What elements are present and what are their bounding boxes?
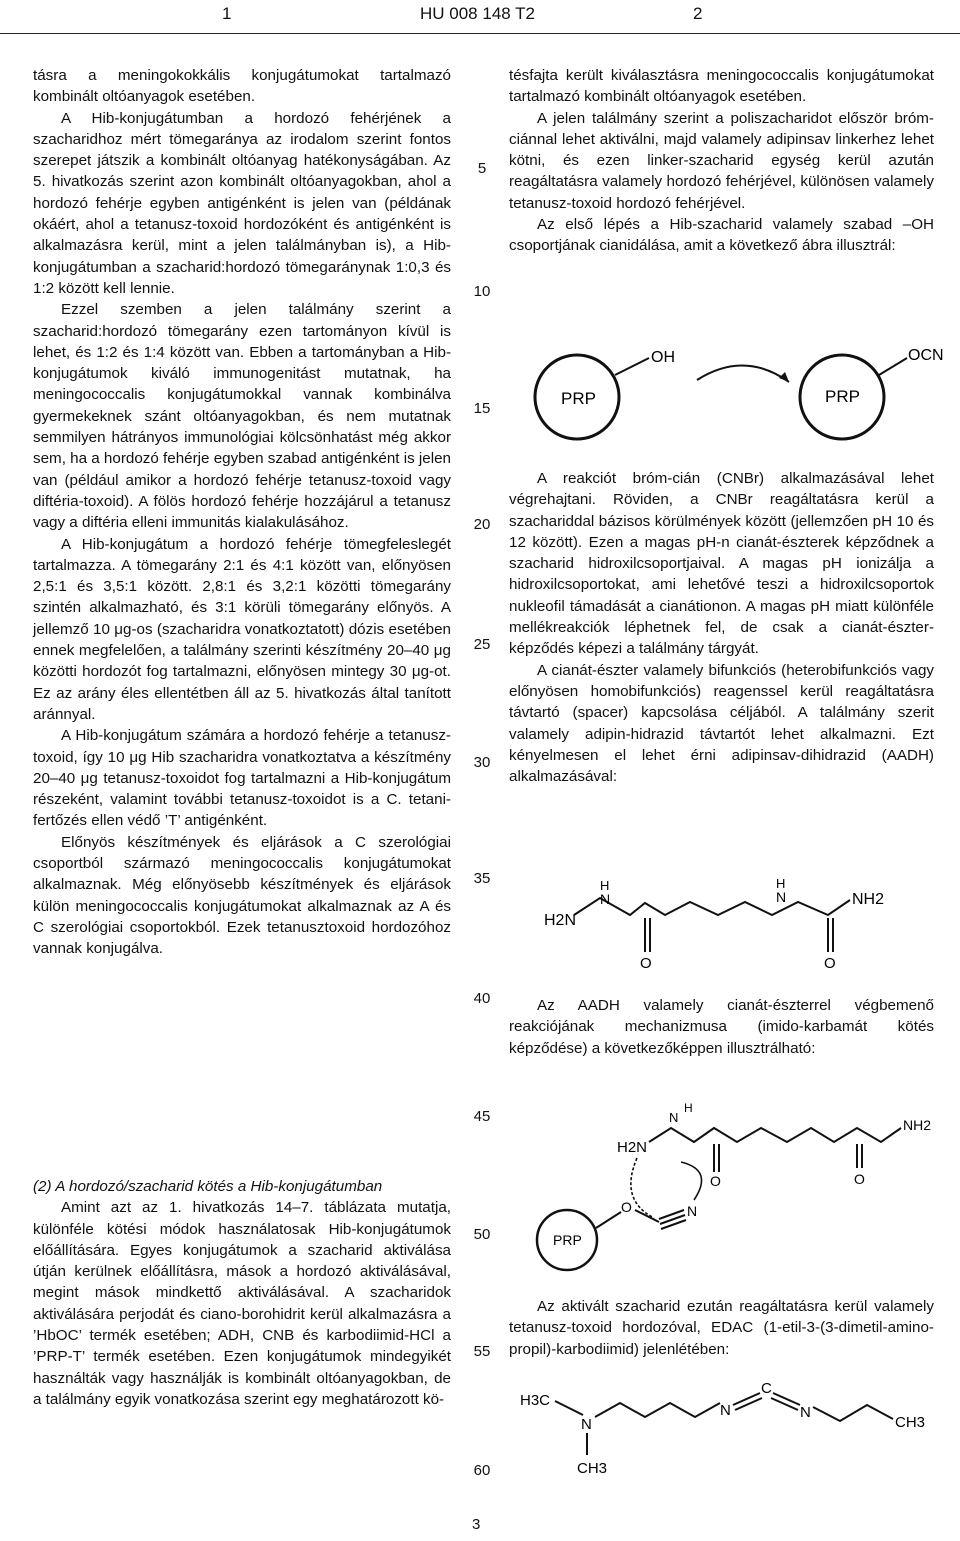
header-column-right-number: 2: [693, 4, 703, 23]
right-column-bottom: [509, 1296, 934, 1360]
line-number: 25: [473, 636, 491, 653]
right-column-top: [509, 65, 934, 257]
paragraph: A jelen találmány szerint a poliszacharidot először bróm-ciánnal lehet aktiválni, majd valamely adipinsav linkerhez lehet kötni, és ezen linker-szacharid egység kerül azután reagáltatásra valamely hordozó fehérjével, különösen valamely tetanusz-toxoid hordozó fehérjével.: [509, 109, 934, 212]
paragraph: A Hib-konjugátum számára a hordozó fehérje a tetanusz-toxoid, így 10 μg Hib szacharidra vonatkoztatva a készítmény 20–40 μg tetanusz-toxoidot fog tartalmazni a Hib-konjugátum részeként, valamint további tetanusz-toxoidot is a C. tetani-fertőzés ellen védő ’T’ antigénként.: [33, 727, 451, 830]
line-number: 10: [473, 283, 491, 300]
edac-chain: [595, 1403, 720, 1417]
arrowhead: [779, 372, 789, 382]
paragraph: A cianát-észter valamely bifunkciós (heterobifunkciós vagy előnyösen homobifunkciós) reagenssel kerül reagáltatásra távtartó (spacer) kapcsolása céljából. A találmány szerit valamely adipin-hidrazid távtartót lehet alkalmazni. Ezt kényelmesen el lehet érni adipinsav-dihidrazid (AADH) alkalmazásával:: [509, 661, 934, 786]
h-label: H: [600, 878, 610, 893]
electron-arrow-2: [681, 1162, 702, 1200]
edac-h3c-label: H3C: [520, 1392, 551, 1409]
reaction-arrow: [697, 365, 789, 382]
left-section: [33, 1176, 451, 1410]
bond-line: [733, 1393, 760, 1405]
paragraph: Az AADH valamely cianát-észterrel végbemenő reakciójának mechanizmusa (imido-karbamát kötés képződése) a következőképpen illusztrálható:: [509, 997, 934, 1057]
line-number: 60: [473, 1462, 491, 1479]
mech-prp-label: PRP: [553, 1232, 582, 1248]
edac-ethyl: [813, 1405, 893, 1421]
edac-n2-label: N: [720, 1402, 731, 1419]
paragraph: Az első lépés a Hib-szacharid valamely szabad –OH csoportjának cianidálása, amit a következő ábra illusztrál:: [509, 216, 934, 255]
oh-label: OH: [651, 349, 675, 366]
cyanylation-scheme: [509, 340, 949, 450]
mechanism-scheme: [509, 1100, 949, 1275]
mech-chain: [649, 1128, 901, 1142]
paragraph: tásra a meningokokkális konjugátumokat tartalmazó kombinált oltóanyagok esetében.: [33, 67, 451, 106]
electron-arrow: [631, 1158, 654, 1218]
line-number: 30: [473, 754, 491, 771]
prp-label-left: PRP: [561, 389, 596, 408]
edac-ch3-label-a: CH3: [577, 1460, 608, 1477]
n-label: N: [600, 891, 611, 907]
edac-structure: [515, 1375, 935, 1485]
left-column: [33, 65, 451, 959]
bond-line: [596, 1212, 621, 1228]
edac-c-label: C: [761, 1380, 772, 1397]
edac-ch3-label-b: CH3: [895, 1414, 926, 1431]
header-column-left-number: 1: [222, 4, 232, 23]
line-number: 45: [473, 1108, 491, 1125]
paragraph: A reakciót bróm-cián (CNBr) alkalmazásával lehet végrehajtani. Röviden, a CNBr reagáltatásra kerül a szachariddal bázisos körülmények között (jellemzően pH 10 és 12 között). Ezen a magas pH-n cianát-észterek képződnek a szacharid hidroxilcsoportjaival. A magas pH ionizálja a hidroxilcsoportokat, ami lehetővé teszi a hidroxilcsoportok nukleofil támadását a cianátionon. A magas pH miatt különféle mellékreakciók léphetnek fel, de csak a cianát-észter-képződés képezi a találmány tárgyát.: [509, 470, 934, 658]
line-number: 50: [473, 1226, 491, 1243]
header-rule: [0, 33, 960, 34]
mech-n-label-2: N: [687, 1203, 698, 1219]
right-column-middle-2: [509, 995, 934, 1059]
prp-label-right: PRP: [825, 387, 860, 406]
line-number: 55: [473, 1343, 491, 1360]
bond-line: [773, 1393, 800, 1405]
paragraph: Az aktivált szacharid ezután reagáltatásra kerül valamely tetanusz-toxoid hordozóval, EDAC (1-etil-3-(3-dimetil-amino-propil)-karbodiimid) jelenlétében:: [509, 1298, 934, 1358]
line-number: 35: [473, 870, 491, 887]
bond-line: [615, 358, 649, 375]
mech-o-label-3: O: [621, 1199, 632, 1215]
h2n-label: H2N: [544, 912, 577, 929]
mech-nh2-label: NH2: [903, 1117, 932, 1133]
mech-o-label-2: O: [854, 1171, 865, 1187]
paragraph: Ezzel szemben a jelen találmány szerint a szacharid:hordozó tömegarány ezen tartományon kívül is lehet, és 1:2 és 1:4 között van. Ebben a tartományban a Hib-konjugátumok kiváló immunogenitást mutatnak, ha meningococcalis konjugátumokkal vannak kombinálva gyermekeknek szánt oltóanyagokban, és nem mutatnak semmilyen hátrányos immunológiai kölcsönhatást még akkor sem, ha a hordozó fehérje egyben szabad antigénként is jelen van (például amikor a hordozó fehérje tetanusz-toxoid vagy diftéria-toxoid). A fölös hordozó fehérje hozzájárul a tetanusz vagy a diftéria elleni immunitás kialakulásához.: [33, 301, 451, 532]
line-number: 15: [473, 400, 491, 417]
paragraph: Amint azt az 1. hivatkozás 14–7. táblázata mutatja, különféle kötési módok használatosak Hib-konjugátumok előállítására. Egyes konjugátumok a szacharid aktiválása útján kerülnek előállításra, mások a hordozó aktiválásával, megint mások mindkettő aktiválásával. A szacharidok aktiválására perjodát és ciano-borohidrit kerül alkalmazásra a ’HbOC’ termék esetében; ADH, CNB és karbodiimid-HCl a ’PRP-T’ termék esetében. Ezen konjugátumok mindegyikét használták vagy használják is kombinált oltóanyagokban, de a találmány egyik vonatkozása szerint egy meghatározott kö-: [33, 1199, 451, 1408]
bond-line: [635, 1210, 659, 1222]
mech-h2n-label: H2N: [617, 1139, 648, 1156]
header-patent-number: HU 008 148 T2: [420, 4, 535, 23]
aadh-structure: [540, 870, 940, 970]
mech-h-label: H: [684, 1101, 693, 1115]
mech-o-label-1: O: [710, 1173, 721, 1189]
o-label-2: O: [824, 955, 836, 970]
edac-n1-label: N: [581, 1416, 592, 1433]
page-number: 3: [472, 1516, 481, 1533]
line-number: 20: [473, 516, 491, 533]
bond-line: [555, 1401, 583, 1415]
paragraph: Előnyös készítmények és eljárások a C szerológiai csoportból származó meningococcalis konjugátumokat alkalmaznak. Még előnyösebb készítmények és eljárások külön meningococcalis konjugátumokat alkalmaznak az A és C szerológiai csoportokból. Ezek tetanusztoxoid hordozóhoz vannak konjugálva.: [33, 833, 451, 958]
bond-line: [879, 358, 907, 375]
h-label-2: H: [776, 876, 786, 891]
aadh-chain: [574, 898, 850, 915]
ocn-label: OCN: [908, 347, 944, 364]
paragraph: A Hib-konjugátum a hordozó fehérje tömegfeleslegét tartalmazza. A tömegarány 2:1 és 4:1 között van, előnyösen 2,5:1 és 3,5:1 között. 2,8:1 és 3,2:1 közötti tömegarány szintén alkalmazható, és 3:1 körüli tömegarány előnyös. A jellemző 10 μg-os (szacharidra vonatkoztatott) dózis esetében ennek megfelelően, a találmány szerinti készítmény 20–40 μg közötti hordozót fog tartalmazni, előnyösen mintegy 30 μg-ot. Ez az arány éles ellentétben áll az 5. hivatkozás által tanított aránnyal.: [33, 535, 451, 723]
paragraph: tésfajta került kiválasztásra meningococcalis konjugátumokat tartalmazó kombinált oltóanyagok esetében.: [509, 67, 934, 106]
mech-n-label: N: [669, 1110, 679, 1125]
paragraph: A Hib-konjugátumban a hordozó fehérjének a szacharidhoz mért tömegaránya az irodalom szerint fontos szerepet játszik a kombinált oltóanyag hatékonyságában. Az 5. hivatkozás szerint azon kombinált oltóanyagokban, ahol a hordozó fehérje egyben antigénként is jelen van (példának okáért, ahol a tetanusz-toxoid hordozóként és antigénként is alkalmazásra kerül, mint a jelen találmányban is), a Hib-konjugátumban a szacharid:hordozó tömegaránynak 1:0,3 és 1:2 között kell lennie.: [33, 109, 451, 297]
line-number: 40: [473, 990, 491, 1007]
line-number: 5: [477, 160, 487, 177]
o-label-1: O: [640, 955, 652, 970]
nh2-label: NH2: [852, 891, 885, 908]
edac-n3-label: N: [800, 1404, 811, 1421]
right-column-middle: [509, 468, 934, 787]
section-heading: (2) A hordozó/szacharid kötés a Hib-konjugátumban: [33, 1178, 383, 1195]
bond-line: [771, 1398, 798, 1410]
bond-line: [735, 1398, 762, 1410]
n-label-2: N: [776, 889, 787, 905]
